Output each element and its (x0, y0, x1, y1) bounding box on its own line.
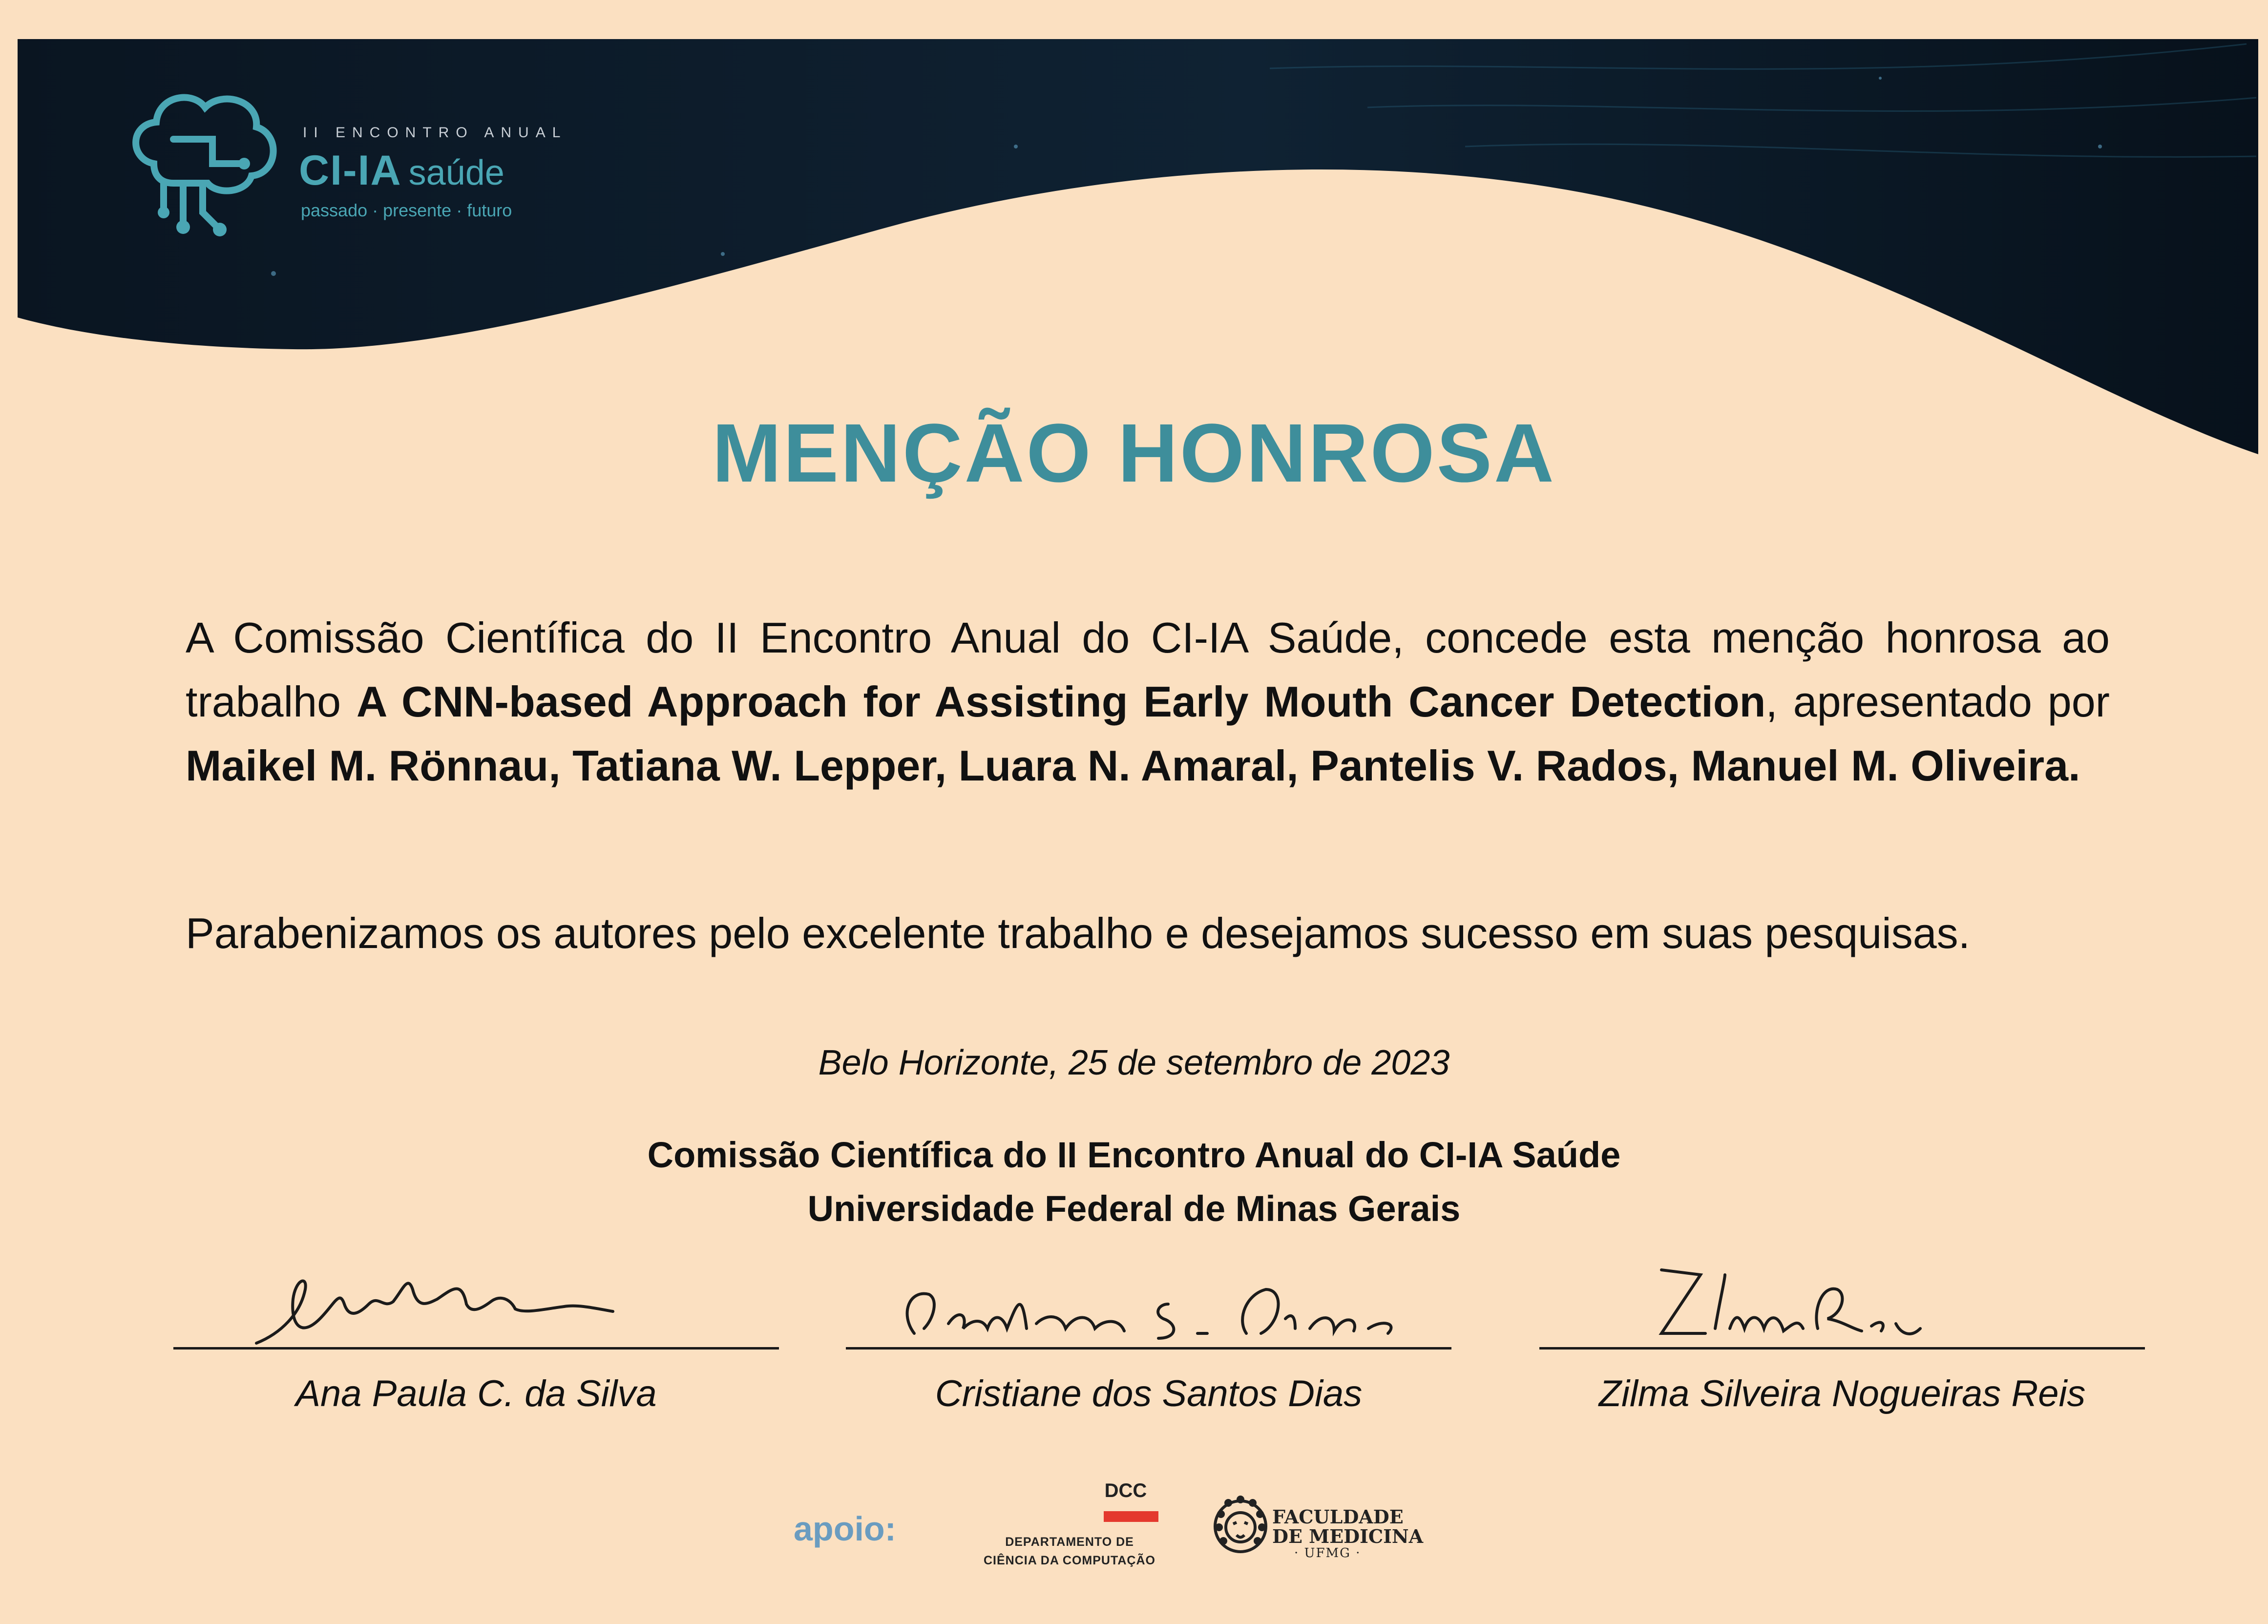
signature-block-2 (846, 1260, 1451, 1436)
signatory-name-3: Zilma Silveira Nogueiras Reis (1598, 1373, 2086, 1414)
lion-icon (1211, 1492, 1275, 1561)
fm-line-2: DE MEDICINA (1272, 1525, 1424, 1547)
committee-block (0, 1128, 2268, 1236)
body-paragraph (186, 606, 2110, 798)
signature-block-1 (173, 1260, 779, 1436)
logo-tagline: passado · presente · futuro (301, 200, 512, 220)
fm-line-3: · UFMG · (1294, 1546, 1361, 1561)
closing-sentence: Parabenizamos os autores pelo excelente trabalho e desejamos sucesso em suas pesquisas. (186, 909, 1971, 957)
signature-line-2 (846, 1347, 1451, 1350)
authors: Maikel M. Rönnau, Tatiana W. Lepper, Luara N. Amaral, Pantelis V. Rados, Manuel M. Oliveira. (186, 741, 2080, 790)
dcc-name-line-2: CIÊNCIA DA COMPUTAÇÃO (983, 1554, 1155, 1567)
signature-2 (846, 1260, 1451, 1358)
fm-line-1: FACULDADE (1272, 1506, 1404, 1528)
committee-line-2: Universidade Federal de Minas Gerais (807, 1188, 1461, 1229)
signature-line-1 (173, 1347, 779, 1350)
signature-line-3 (1539, 1347, 2145, 1350)
dcc-logo (967, 1480, 1172, 1578)
signatory-name-2: Cristiane dos Santos Dias (935, 1373, 1363, 1414)
brain-circuit-icon (120, 81, 286, 247)
dcc-red-bar (1104, 1511, 1158, 1522)
committee-line-1: Comissão Científica do II Encontro Anual do CI-IA Saúde (647, 1135, 1621, 1175)
work-title: A CNN-based Approach for Assisting Early Mouth Cancer Detection (356, 677, 1766, 726)
logo-brand (299, 147, 504, 195)
place-date: Belo Horizonte, 25 de setembro de 2023 (818, 1043, 1450, 1082)
signature-block-3 (1539, 1260, 2145, 1436)
dcc-abbr: DCC (1104, 1480, 1147, 1501)
body-intro: A Comissão Científica do II Encontro Anual do CI-IA Saúde, concede esta menção honrosa ao trabalho (186, 613, 2110, 726)
dcc-name-line-1: DEPARTAMENTO DE (1005, 1535, 1134, 1549)
certificate-title: MENÇÃO HONROSA (712, 407, 1556, 500)
support-label: apoio: (794, 1510, 896, 1548)
body-connector: , apresentado por (1765, 677, 2110, 726)
signature-3 (1539, 1260, 2145, 1358)
dcc-name (967, 1533, 1172, 1570)
logo-brand-light: saúde (408, 153, 504, 192)
logo-kicker: II ENCONTRO ANUAL (303, 125, 567, 141)
signature-1 (173, 1260, 779, 1358)
fm-ufmg-logo (1211, 1492, 1455, 1570)
logo-brand-strong: CI-IA (299, 147, 402, 194)
signatory-name-1: Ana Paula C. da Silva (295, 1373, 657, 1414)
